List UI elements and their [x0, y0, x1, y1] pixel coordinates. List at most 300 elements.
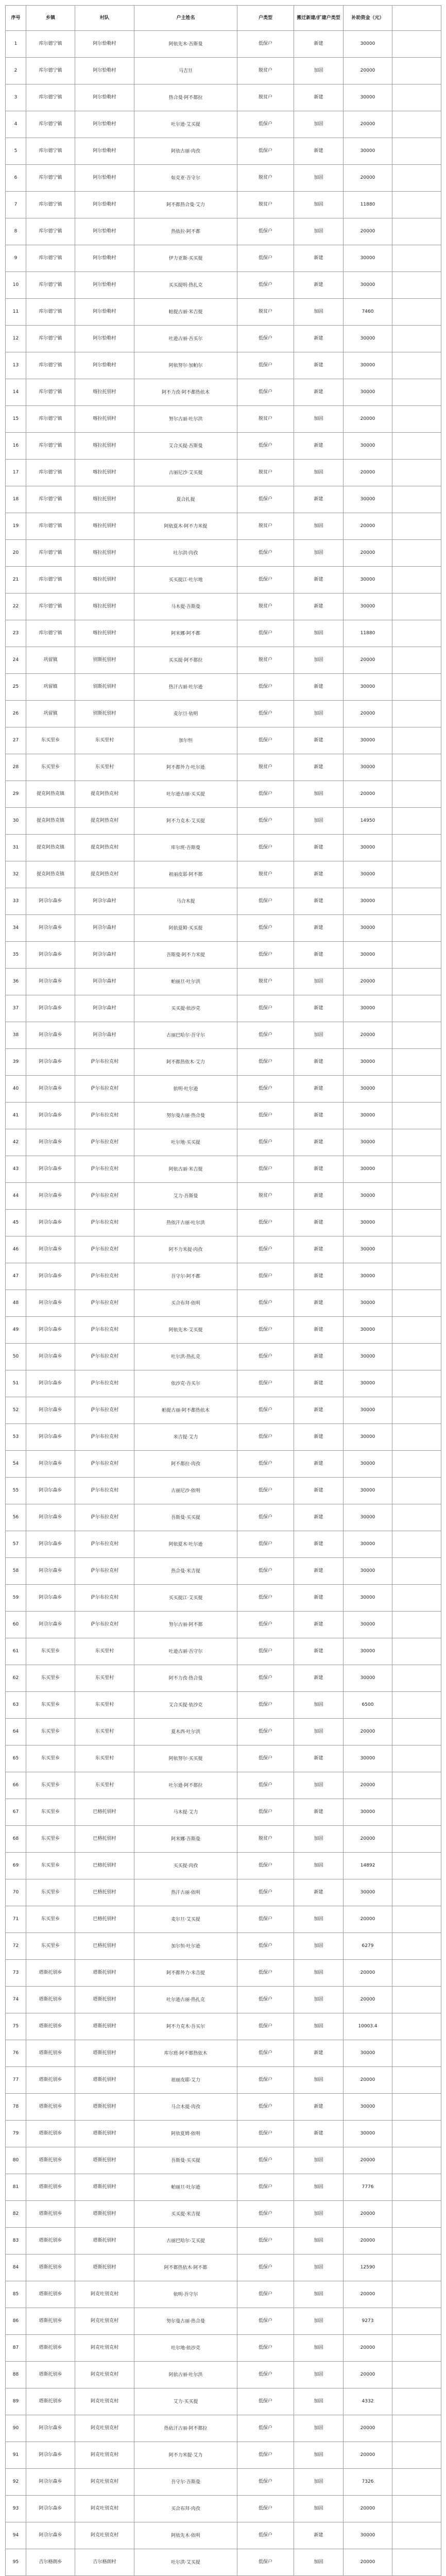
row-build-type: 加固: [294, 2362, 344, 2388]
row-blank: [392, 620, 441, 647]
row-village: 阿尔恰勒村: [75, 31, 134, 58]
table-row: [6, 1129, 441, 1156]
row-subsidy: 20000: [344, 2147, 392, 2174]
row-build-type: 加固: [294, 2308, 344, 2335]
table-row: [6, 513, 441, 540]
row-subsidy: 30000: [344, 594, 392, 620]
row-subsidy: 20000: [344, 513, 392, 540]
row-blank: [392, 1103, 441, 1129]
row-village: 阿尔恰勒村: [75, 218, 134, 245]
row-householder: 吾斯曼·买买提: [134, 2147, 237, 2174]
row-build-type: 加固: [294, 2469, 344, 2496]
row-build-type: 新建: [294, 1156, 344, 1183]
row-index: 18: [6, 486, 26, 513]
table-row: [6, 1558, 441, 1585]
row-subsidy: 20000: [344, 1906, 392, 1933]
row-household-type: 低保户: [237, 674, 294, 701]
row-subsidy: 30000: [344, 1290, 392, 1317]
row-blank: [392, 2362, 441, 2388]
row-householder: 加尔恒·吐尔逊: [134, 1933, 237, 1960]
row-township: 阿尕尔森乡: [26, 1236, 75, 1263]
row-subsidy: 20000: [344, 1960, 392, 1987]
row-blank: [392, 1531, 441, 1558]
row-subsidy: 30000: [344, 1183, 392, 1210]
row-householder: 麦尔旦·依明: [134, 701, 237, 727]
row-householder: 阿依古丽·米吉提: [134, 1156, 237, 1183]
row-subsidy: 6500: [344, 1692, 392, 1719]
row-blank: [392, 1236, 441, 1263]
row-index: 10: [6, 272, 26, 299]
row-household-type: 低保户: [237, 1263, 294, 1290]
row-household-type: 低保户: [237, 1692, 294, 1719]
row-index: 70: [6, 1879, 26, 1906]
row-household-type: 低保户: [237, 2094, 294, 2121]
row-householder: 阿米娜·阿不都: [134, 620, 237, 647]
row-village: 萨尔布拉克村: [75, 1103, 134, 1129]
row-household-type: 低保户: [237, 1478, 294, 1504]
row-township: 阿尕尔森乡: [26, 1504, 75, 1531]
row-index: 30: [6, 808, 26, 835]
row-blank: [392, 2388, 441, 2415]
row-household-type: 低保户: [237, 326, 294, 352]
table-row: [6, 111, 441, 138]
row-householder: 古丽巴哈尔·艾买提: [134, 2228, 237, 2255]
row-township: 库尔德宁镇: [26, 138, 75, 165]
row-build-type: 新建: [294, 861, 344, 888]
table-row: [6, 1638, 441, 1665]
row-village: 萨尔布拉克村: [75, 1183, 134, 1210]
row-village: 喀拉托别村: [75, 460, 134, 486]
row-householder: 依明·吐尔逊: [134, 1076, 237, 1103]
row-householder: 古丽巴哈尔·吾守尔: [134, 1022, 237, 1049]
row-household-type: 低保户: [237, 2255, 294, 2281]
row-index: 43: [6, 1156, 26, 1183]
row-householder: 库尔班·吾斯曼: [134, 835, 237, 861]
row-build-type: 加固: [294, 969, 344, 995]
row-township: 库尔德宁镇: [26, 352, 75, 379]
row-index: 61: [6, 1638, 26, 1665]
row-township: 东买里乡: [26, 1879, 75, 1906]
row-subsidy: 30000: [344, 1370, 392, 1397]
row-household-type: 低保户: [237, 1799, 294, 1826]
row-village: 塔斯托别村: [75, 1987, 134, 2013]
row-blank: [392, 1317, 441, 1344]
row-village: 塔斯托别村: [75, 2013, 134, 2040]
row-village: 喀拉托别村: [75, 433, 134, 460]
row-build-type: 新建: [294, 1638, 344, 1665]
row-village: 别斯托别村: [75, 647, 134, 674]
row-household-type: 低保户: [237, 995, 294, 1022]
row-householder: 热合曼·阿不都拉: [134, 84, 237, 111]
row-village: 塔斯托别村: [75, 2255, 134, 2281]
row-village: 阿尔恰勒村: [75, 111, 134, 138]
table-row: [6, 861, 441, 888]
table-row: [6, 2040, 441, 2067]
row-household-type: 低保户: [237, 2067, 294, 2094]
row-village: 喀拉托别村: [75, 406, 134, 433]
row-subsidy: 20000: [344, 2362, 392, 2388]
row-household-type: 低保户: [237, 2388, 294, 2415]
row-householder: 阿不力米提·肉孜: [134, 1236, 237, 1263]
row-build-type: 新建: [294, 915, 344, 942]
row-subsidy: 30000: [344, 1745, 392, 1772]
row-householder: 阿不力克木·艾买提: [134, 808, 237, 835]
row-blank: [392, 2121, 441, 2147]
row-index: 11: [6, 299, 26, 326]
row-village: 萨尔布拉克村: [75, 1451, 134, 1478]
row-householder: 阿依先木·吾斯曼: [134, 31, 237, 58]
row-blank: [392, 1076, 441, 1103]
row-village: 阿尔恰勒村: [75, 352, 134, 379]
row-subsidy: 30000: [344, 942, 392, 969]
row-blank: [392, 2013, 441, 2040]
row-blank: [392, 192, 441, 218]
table-row: [6, 1290, 441, 1317]
row-subsidy: 12590: [344, 2255, 392, 2281]
row-township: 阿尕尔森乡: [26, 1076, 75, 1103]
row-village: 阿尔恰勒村: [75, 165, 134, 192]
row-householder: 米吉提·艾力: [134, 1424, 237, 1451]
table-row: [6, 31, 441, 58]
row-township: 阿尕尔森乡: [26, 969, 75, 995]
row-subsidy: 30000: [344, 1263, 392, 1290]
row-blank: [392, 1210, 441, 1236]
row-build-type: 加固: [294, 2388, 344, 2415]
row-householder: 努尔古丽·阿不都: [134, 1612, 237, 1638]
row-subsidy: 6279: [344, 1933, 392, 1960]
row-index: 94: [6, 2522, 26, 2549]
row-household-type: 低保户: [237, 2174, 294, 2201]
row-township: 塔斯托别乡: [26, 2308, 75, 2335]
row-householder: 热依汗古丽·吐尔洪: [134, 1210, 237, 1236]
row-subsidy: 20000: [344, 58, 392, 84]
row-township: 塔斯托别乡: [26, 2013, 75, 2040]
table-row: [6, 1612, 441, 1638]
row-blank: [392, 2415, 441, 2442]
table-row: [6, 1826, 441, 1853]
row-blank: [392, 2496, 441, 2522]
table-row: [6, 486, 441, 513]
row-householder: 帕提古丽·阿不都热依木: [134, 1397, 237, 1424]
table-row: [6, 727, 441, 754]
row-blank: [392, 2147, 441, 2174]
row-village: 萨尔布拉克村: [75, 1558, 134, 1585]
row-subsidy: 30000: [344, 272, 392, 299]
row-householder: 吐尔逊古丽·买买提: [134, 781, 237, 808]
row-subsidy: 7776: [344, 2174, 392, 2201]
row-blank: [392, 2201, 441, 2228]
row-index: 72: [6, 1933, 26, 1960]
row-village: 萨尔布拉克村: [75, 1210, 134, 1236]
row-household-type: 低保户: [237, 1665, 294, 1692]
row-village: 喀拉托别村: [75, 486, 134, 513]
row-village: 别斯托别村: [75, 674, 134, 701]
table-row: [6, 1183, 441, 1210]
row-village: 萨尔布拉克村: [75, 1531, 134, 1558]
row-household-type: 脱贫户: [237, 299, 294, 326]
row-householder: 阿不都热依木·艾力: [134, 1049, 237, 1076]
row-household-type: 低保户: [237, 486, 294, 513]
row-subsidy: 30000: [344, 1879, 392, 1906]
row-village: 阿克吐别克村: [75, 2362, 134, 2388]
table-row: [6, 1665, 441, 1692]
row-build-type: 加固: [294, 2549, 344, 2576]
row-build-type: 新建: [294, 272, 344, 299]
row-blank: [392, 2228, 441, 2255]
row-township: 阿尕尔森乡: [26, 915, 75, 942]
row-index: 49: [6, 1317, 26, 1344]
row-householder: 艾力·买买提: [134, 2388, 237, 2415]
row-index: 84: [6, 2255, 26, 2281]
row-index: 54: [6, 1451, 26, 1478]
row-village: 东买里村: [75, 1745, 134, 1772]
row-township: 塔斯托别乡: [26, 2255, 75, 2281]
row-village: 阿克吐别克村: [75, 2388, 134, 2415]
row-index: 32: [6, 861, 26, 888]
row-build-type: 加固: [294, 2496, 344, 2522]
row-index: 24: [6, 647, 26, 674]
row-household-type: 低保户: [237, 2013, 294, 2040]
row-household-type: 低保户: [237, 1638, 294, 1665]
row-index: 79: [6, 2121, 26, 2147]
row-household-type: 低保户: [237, 727, 294, 754]
row-householder: 马木提·艾力: [134, 1799, 237, 1826]
row-index: 41: [6, 1103, 26, 1129]
row-household-type: 低保户: [237, 1022, 294, 1049]
row-subsidy: 20000: [344, 2442, 392, 2469]
row-blank: [392, 1049, 441, 1076]
row-subsidy: 14950: [344, 808, 392, 835]
row-householder: 吾守尔·吾斯曼: [134, 2469, 237, 2496]
row-village: 巴格托别村: [75, 1826, 134, 1853]
row-blank: [392, 460, 441, 486]
table-row: [6, 1424, 441, 1451]
row-index: 36: [6, 969, 26, 995]
row-township: 库尔德宁镇: [26, 594, 75, 620]
row-subsidy: 20000: [344, 2415, 392, 2442]
table-row: [6, 2281, 441, 2308]
row-village: 阿尔恰勒村: [75, 272, 134, 299]
table-row: [6, 1692, 441, 1719]
row-township: 库尔德宁镇: [26, 245, 75, 272]
row-township: 阿尕尔森乡: [26, 1531, 75, 1558]
row-householder: 帕丽旦·吐尔逊: [134, 2174, 237, 2201]
row-build-type: 新建: [294, 567, 344, 594]
row-build-type: 新建: [294, 1236, 344, 1263]
row-blank: [392, 2094, 441, 2121]
row-blank: [392, 1558, 441, 1585]
row-household-type: 低保户: [237, 2040, 294, 2067]
row-build-type: 新建: [294, 31, 344, 58]
row-blank: [392, 1987, 441, 2013]
row-village: 阿尕尔森村: [75, 969, 134, 995]
row-householder: 马合木提·肉孜: [134, 2094, 237, 2121]
row-blank: [392, 727, 441, 754]
row-blank: [392, 540, 441, 567]
row-householder: 吾守尔·阿不都: [134, 1263, 237, 1290]
row-index: 52: [6, 1397, 26, 1424]
row-blank: [392, 1344, 441, 1370]
row-village: 萨尔布拉克村: [75, 1612, 134, 1638]
row-householder: 吐尔地·依沙克: [134, 2335, 237, 2362]
row-village: 塔斯托别村: [75, 2121, 134, 2147]
row-township: 东买里乡: [26, 1826, 75, 1853]
table-row: [6, 888, 441, 915]
row-blank: [392, 1504, 441, 1531]
row-township: 库尔德宁镇: [26, 165, 75, 192]
row-index: 14: [6, 379, 26, 406]
table-row: [6, 2067, 441, 2094]
table-row: [6, 2147, 441, 2174]
row-village: 萨尔布拉克村: [75, 1478, 134, 1504]
row-household-type: 低保户: [237, 2147, 294, 2174]
row-household-type: 低保户: [237, 433, 294, 460]
row-subsidy: 30000: [344, 245, 392, 272]
row-blank: [392, 969, 441, 995]
row-blank: [392, 1022, 441, 1049]
row-householder: 依明·吾守尔: [134, 2281, 237, 2308]
row-index: 93: [6, 2496, 26, 2522]
row-householder: 吐尔洪·热扎克: [134, 1344, 237, 1370]
row-index: 2: [6, 58, 26, 84]
table-row: [6, 942, 441, 969]
row-subsidy: 30000: [344, 84, 392, 111]
row-household-type: 低保户: [237, 2522, 294, 2549]
row-household-type: 低保户: [237, 1290, 294, 1317]
table-row: [6, 2549, 441, 2576]
row-subsidy: 30000: [344, 2094, 392, 2121]
row-subsidy: 30000: [344, 1478, 392, 1504]
row-index: 95: [6, 2549, 26, 2576]
row-household-type: 低保户: [237, 808, 294, 835]
row-build-type: 加固: [294, 2228, 344, 2255]
row-village: 提克阿热克村: [75, 781, 134, 808]
row-township: 阿尕尔森乡: [26, 942, 75, 969]
row-household-type: 低保户: [237, 942, 294, 969]
row-build-type: 新建: [294, 594, 344, 620]
row-village: 阿克吐别克村: [75, 2442, 134, 2469]
row-village: 塔斯托别村: [75, 2040, 134, 2067]
row-household-type: 低保户: [237, 1585, 294, 1612]
row-village: 喀拉托别村: [75, 540, 134, 567]
row-index: 85: [6, 2281, 26, 2308]
row-subsidy: 10003.4: [344, 2013, 392, 2040]
table-row: [6, 781, 441, 808]
row-township: 阿尕尔森乡: [26, 888, 75, 915]
row-household-type: 低保户: [237, 2121, 294, 2147]
row-township: 东买里乡: [26, 1933, 75, 1960]
row-blank: [392, 915, 441, 942]
row-build-type: 新建: [294, 2040, 344, 2067]
row-build-type: 新建: [294, 1344, 344, 1370]
header-household-type: 户类型: [237, 6, 294, 31]
row-build-type: 加固: [294, 647, 344, 674]
row-subsidy: 4332: [344, 2388, 392, 2415]
row-village: 阿尕尔森村: [75, 995, 134, 1022]
row-village: 阿尔恰勒村: [75, 58, 134, 84]
row-householder: 热合曼·米吉提: [134, 1558, 237, 1585]
row-blank: [392, 31, 441, 58]
row-build-type: 新建: [294, 1665, 344, 1692]
row-township: 库尔德宁镇: [26, 540, 75, 567]
row-index: 39: [6, 1049, 26, 1076]
table-row: [6, 326, 441, 352]
table-row: [6, 1451, 441, 1478]
row-blank: [392, 2308, 441, 2335]
row-township: 塔斯托别乡: [26, 2362, 75, 2388]
row-blank: [392, 781, 441, 808]
row-blank: [392, 1451, 441, 1478]
row-index: 21: [6, 567, 26, 594]
row-village: 吉尔格朗村: [75, 2549, 134, 2576]
row-village: 喀拉托别村: [75, 594, 134, 620]
row-index: 8: [6, 218, 26, 245]
row-householder: 吐逊古丽·吾守尔: [134, 1638, 237, 1665]
row-village: 提克阿热克村: [75, 861, 134, 888]
table-row: [6, 1799, 441, 1826]
row-build-type: 新建: [294, 1558, 344, 1585]
table-row: [6, 1987, 441, 2013]
row-township: 东买里乡: [26, 1692, 75, 1719]
row-village: 萨尔布拉克村: [75, 1344, 134, 1370]
row-household-type: 低保户: [237, 1745, 294, 1772]
row-blank: [392, 1853, 441, 1879]
row-township: 库尔德宁镇: [26, 299, 75, 326]
row-householder: 阿不都拉·肉孜: [134, 1451, 237, 1478]
row-subsidy: 30000: [344, 1424, 392, 1451]
row-household-type: 低保户: [237, 1558, 294, 1585]
row-householder: 如克亚·吾守尔: [134, 165, 237, 192]
row-household-type: 低保户: [237, 1397, 294, 1424]
row-subsidy: 7460: [344, 299, 392, 326]
row-index: 17: [6, 460, 26, 486]
row-householder: 热依拉·阿不都: [134, 218, 237, 245]
row-subsidy: 20000: [344, 2067, 392, 2094]
row-build-type: 加固: [294, 1987, 344, 2013]
row-household-type: 低保户: [237, 31, 294, 58]
row-village: 东买里村: [75, 1692, 134, 1719]
row-subsidy: 30000: [344, 1397, 392, 1424]
row-build-type: 新建: [294, 138, 344, 165]
row-householder: 吐尔洪·肉孜: [134, 540, 237, 567]
row-blank: [392, 1960, 441, 1987]
row-township: 塔斯托别乡: [26, 2147, 75, 2174]
row-blank: [392, 835, 441, 861]
row-household-type: 低保户: [237, 1531, 294, 1558]
table-row: [6, 754, 441, 781]
row-index: 4: [6, 111, 26, 138]
row-household-type: 低保户: [237, 1156, 294, 1183]
table-row: [6, 1906, 441, 1933]
row-township: 提克阿热克镇: [26, 835, 75, 861]
row-household-type: 低保户: [237, 567, 294, 594]
row-build-type: 加固: [294, 1906, 344, 1933]
row-blank: [392, 1397, 441, 1424]
row-subsidy: 30000: [344, 567, 392, 594]
table-row: [6, 1049, 441, 1076]
row-index: 45: [6, 1210, 26, 1236]
row-householder: 帕丽旦·吐尔洪: [134, 969, 237, 995]
row-household-type: 低保户: [237, 1960, 294, 1987]
row-householder: 买买提·依沙克: [134, 995, 237, 1022]
row-village: 东买里村: [75, 1772, 134, 1799]
row-subsidy: 20000: [344, 406, 392, 433]
row-township: 提克阿热克镇: [26, 861, 75, 888]
row-subsidy: 30000: [344, 1558, 392, 1585]
table-row: [6, 674, 441, 701]
row-subsidy: 30000: [344, 1504, 392, 1531]
row-blank: [392, 379, 441, 406]
